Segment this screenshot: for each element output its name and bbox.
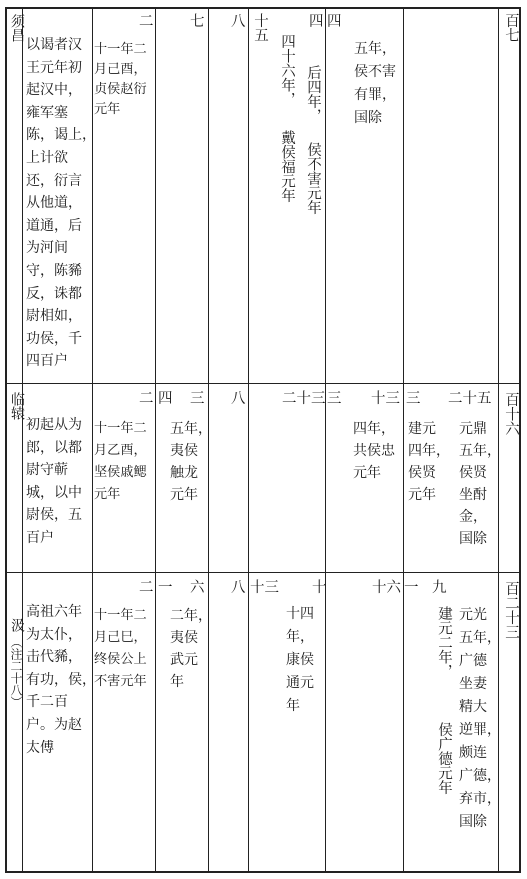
- year-count: 十: [312, 580, 327, 596]
- fief-name: 须昌: [9, 14, 25, 42]
- year-count: 九: [432, 580, 447, 596]
- year-count: 四: [309, 14, 324, 30]
- reign-text: 四年， 共侯忠 元年: [353, 421, 395, 481]
- year-count: 七: [190, 14, 205, 30]
- year-count: 十五: [252, 13, 268, 42]
- merit-text: 初起从为 郎，以都 尉守蕲 城，以中 尉侯，五 百户: [26, 417, 82, 546]
- reign-text: 侯不害元年: [305, 142, 321, 215]
- enfeoffment-text: 十一年二 月乙酉， 坚侯戚鳃 元年: [94, 421, 147, 502]
- year-count: 八: [231, 14, 246, 30]
- fief-name: 临辕: [9, 392, 25, 420]
- reign-text: 后四年，: [305, 65, 321, 123]
- reign-text: 四十六年，: [279, 34, 295, 107]
- reign-text: 五年， 侯不害 有罪， 国除: [354, 41, 396, 126]
- enfeoffment-text: 十一年二 月己巳， 终侯公上 不害元年: [94, 608, 147, 689]
- year-count: 一: [158, 580, 173, 596]
- year-count: 二: [139, 580, 154, 596]
- year-count: 十三: [250, 580, 279, 596]
- column-divider: [155, 7, 156, 871]
- year-count: 三: [327, 391, 342, 407]
- reign-text: 五年， 夷侯 触龙 元年: [170, 421, 212, 503]
- year-count: 三: [406, 391, 421, 407]
- reign-text: 侯广德元年: [436, 722, 452, 795]
- year-count: 二: [139, 391, 154, 407]
- reign-text: 十四 年， 康侯 通元 年: [286, 606, 314, 714]
- year-count: 十六: [372, 580, 401, 596]
- year-count: 二十三: [282, 391, 326, 407]
- reign-text: 二年， 夷侯 武元 年: [170, 608, 212, 690]
- year-count: 十三: [371, 391, 400, 407]
- column-divider: [248, 7, 249, 871]
- reign-text: 建元 四年， 侯贤 元年: [408, 421, 450, 503]
- year-count: 六: [190, 580, 205, 596]
- fief-name-note: （注二十八）: [9, 636, 23, 708]
- year-count: 四: [327, 14, 342, 30]
- year-count: 一: [404, 580, 419, 596]
- year-count: 四: [158, 391, 173, 407]
- rank-number: 百七: [503, 13, 519, 42]
- merit-text: 以谒者汉 王元年初 起汉中， 雍军塞 陈，谒上， 上计欲 还，衍言 从他道， 道通，后 为河间 守，陈豨 反，诛都 尉相如， 功侯，千 四百户: [26, 37, 96, 370]
- reign-text: 建元二年，: [436, 606, 452, 679]
- reign-text: 元光 五年， 广德 坐妻 精大 逆罪， 颇连 广德， 弃市， 国除: [459, 607, 501, 830]
- year-count: 二: [139, 14, 154, 30]
- merit-text: 高祖六年 为太仆， 击代豨， 有功，侯， 千二百 户。为赵 太傅: [26, 604, 96, 756]
- row-divider: [5, 572, 519, 573]
- fief-name: 汲: [9, 618, 25, 632]
- reign-text: 元鼎 五年， 侯贤 坐酎 金， 国除: [459, 421, 501, 547]
- year-count: 三: [190, 391, 205, 407]
- reign-text: 戴侯福元年: [279, 130, 295, 203]
- rank-number: 百二十三: [503, 581, 519, 639]
- column-divider: [325, 7, 326, 871]
- year-count: 二十五: [448, 391, 492, 407]
- row-divider: [5, 383, 519, 384]
- year-count: 八: [231, 391, 246, 407]
- column-divider: [22, 7, 23, 871]
- column-divider: [403, 7, 404, 871]
- enfeoffment-text: 十一年二 月己酉， 贞侯赵衍 元年: [94, 42, 147, 117]
- year-count: 八: [231, 580, 246, 596]
- rank-number: 百十六: [503, 392, 519, 436]
